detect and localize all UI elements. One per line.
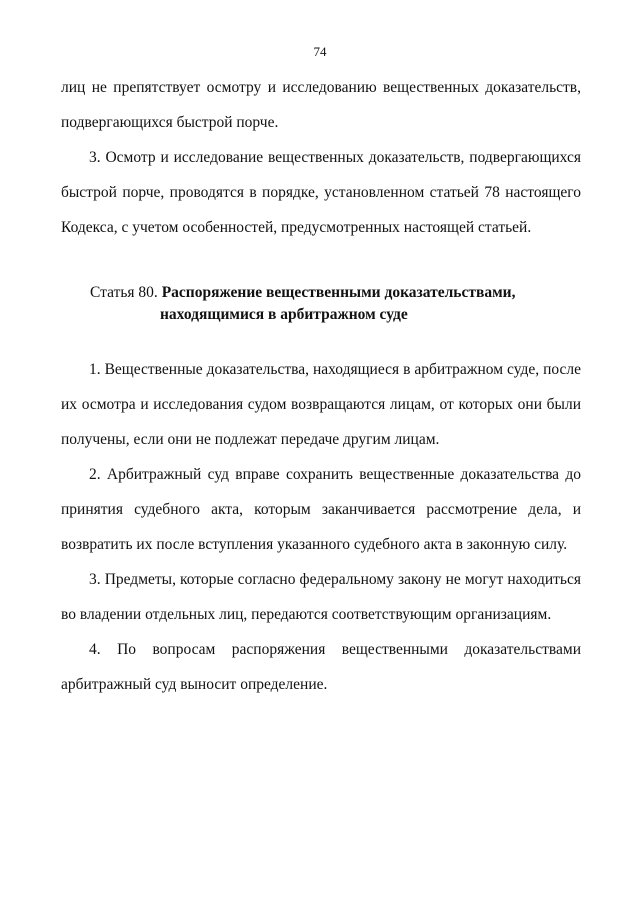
article-heading: [90, 282, 590, 326]
article-title-line-1: Распоряжение вещественными доказательствами,: [161, 284, 516, 301]
paragraph-clause-1: 1. Вещественные доказательства, находящиеся в арбитражном суде, после их осмотра и исследования судом возвращаются лицам, от которых они были получены, если они не подлежат передаче другим лицам.: [61, 361, 581, 448]
paragraph-clause-4: 4. По вопросам распоряжения вещественными доказательствами арбитражный суд выносит определение.: [61, 641, 581, 693]
paragraph-item-3: 3. Осмотр и исследование вещественных доказательств, подвергающихся быстрой порче, проводятся в порядке, установленном статьей 78 настоящего Кодекса, с учетом особенностей, предусмотренных настоящей статьей.: [61, 149, 581, 236]
paragraph-clause-2: 2. Арбитражный суд вправе сохранить вещественные доказательства до принятия судебного акта, которым заканчивается рассмотрение дела, и возвратить их после вступления указанного судебного акта в законную силу.: [61, 466, 581, 553]
article-number: Статья 80.: [90, 284, 158, 301]
continuation-section: [61, 70, 581, 245]
article-title-line-2: находящимися в арбитражном суде: [160, 306, 408, 323]
paragraph-clause-3: 3. Предметы, которые согласно федеральному закону не могут находиться во владении отдельных лиц, передаются соответствующим организациям.: [61, 571, 581, 623]
article-body: [61, 352, 581, 702]
paragraph-continuation: лиц не препятствует осмотру и исследованию вещественных доказательств, подвергающихся быстрой порче.: [61, 79, 581, 131]
page-number: 74: [313, 44, 327, 59]
